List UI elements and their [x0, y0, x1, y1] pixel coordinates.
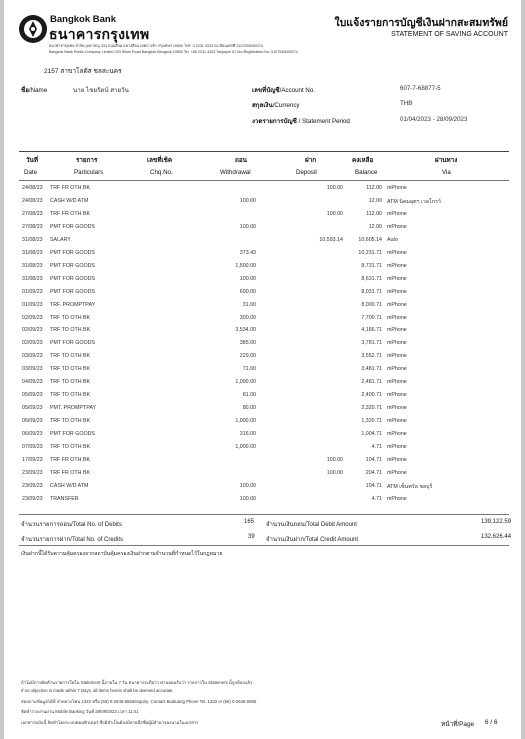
tx-particulars: TRF FR OTH BK [50, 456, 91, 463]
col-withdrawal-th: ถอน [235, 157, 247, 164]
table-row [4, 183, 521, 195]
tx-particulars: TRF TO OTH BK [50, 392, 91, 399]
footer-inquiry: สอบถามข้อมูลได้ที่ บัวหลวงโฟน 1333 หรือ (66) 0-2645-5555/Inquiry: Contact Bualuang Phone Tel. 1333 or (66) 0-2645-5555 [21, 699, 257, 704]
col-chq-th: เลขที่เช็ค [147, 157, 173, 164]
table-row [4, 403, 521, 415]
tx-withdrawal: 1,000.00 [235, 379, 256, 386]
tx-date: 02/09/23 [22, 314, 43, 321]
total-credits-count: 39 [248, 534, 255, 540]
tx-particulars: TRF TO OTH BK [50, 418, 91, 425]
total-debits-count: 165 [244, 519, 255, 525]
table-row [4, 261, 521, 273]
tx-balance: 112.00 [366, 185, 382, 191]
tx-balance: 104.71 [365, 482, 382, 489]
tx-withdrawal: 600.00 [239, 288, 256, 295]
tx-withdrawal: 1,000.00 [235, 444, 256, 450]
tx-via: mPhone [387, 444, 407, 450]
footer-objection-en: If no objection is made within 7 Days, all items herein shall be deemed accurate. [21, 688, 174, 693]
col-via-en: Via [442, 169, 451, 176]
account-no-label: เลขที่บัญชี/Account No. [252, 87, 316, 94]
bank-logo-icon [18, 14, 48, 44]
table-row [4, 325, 521, 337]
tx-via: mPhone [387, 366, 407, 373]
table-row [4, 377, 521, 389]
tx-withdrawal: 31.00 [242, 301, 256, 308]
tx-via: mPhone [387, 469, 407, 476]
tx-balance: 8,000.71 [361, 301, 382, 308]
total-credit-amount: 132,626.44 [481, 534, 512, 540]
table-row [4, 338, 521, 350]
tx-date: 27/08/23 [22, 223, 43, 230]
col-balance-th: คงเหลือ [352, 157, 374, 164]
tx-via: mPhone [387, 249, 407, 256]
tx-particulars: PMT FOR GOODS [50, 340, 95, 347]
total-debit-amount-label: จำนวนเงินถอน/Total Debit Amount [266, 522, 357, 528]
tx-date: 27/08/23 [22, 210, 43, 217]
tx-particulars: TRF TO OTH BK [50, 444, 91, 450]
table-row [4, 429, 521, 441]
total-debits-label: จำนวนรายการถอน/Total No. of Debits [21, 522, 122, 528]
tx-balance: 10,605.14 [358, 236, 382, 243]
tx-withdrawal: 316.00 [239, 431, 256, 438]
tx-particulars: TRF FR OTH BK [50, 185, 91, 191]
table-row [4, 222, 521, 234]
tx-deposit: 100.00 [326, 456, 343, 463]
tx-date: 03/09/23 [22, 366, 43, 373]
tx-withdrawal: 229.00 [239, 353, 256, 360]
tx-date: 24/08/23 [22, 197, 43, 204]
table-row [4, 468, 521, 480]
tx-particulars: TRF TO OTH BK [50, 327, 91, 334]
tx-withdrawal: 300.00 [239, 314, 256, 321]
table-row [4, 196, 521, 208]
tx-balance: 12.00 [368, 197, 382, 204]
tx-withdrawal: 1,500.00 [235, 262, 256, 269]
tx-via: mPhone [387, 379, 407, 386]
totals-bottom-rule [19, 545, 509, 546]
tx-via: mPhone [387, 392, 407, 399]
tx-deposit: 100.00 [326, 185, 343, 191]
tx-date: 02/09/23 [22, 327, 43, 334]
col-particulars-th: รายการ [76, 157, 98, 164]
tx-particulars: PMT FOR GOODS [50, 262, 95, 269]
tx-date: 17/09/23 [22, 456, 43, 463]
tx-balance: 1,320.71 [361, 418, 382, 425]
col-balance-en: Balance [355, 169, 378, 176]
table-header-rule [19, 180, 509, 181]
tx-withdrawal: 100.00 [239, 482, 256, 489]
total-credit-amount-label: จำนวนเงินฝาก/Total Credit Amount [266, 537, 359, 543]
deposit-protection-note: เงินฝากนี้ได้รับความคุ้มครองจากสถาบันคุ้มครองเงินฝากตามจำนวนที่กำหนดไว้ในกฎหมาย [21, 551, 223, 557]
tx-balance: 8,631.71 [361, 275, 382, 282]
tx-via: mPhone [387, 495, 407, 502]
tx-balance: 112.00 [366, 210, 382, 217]
tx-via: mPhone [387, 431, 407, 438]
tx-date: 31/08/23 [22, 262, 43, 269]
tx-withdrawal: 100.00 [239, 223, 256, 230]
currency-value: THB [400, 100, 413, 107]
tx-date: 01/09/23 [22, 288, 43, 295]
tx-balance: 10,231.71 [358, 249, 382, 256]
tx-particulars: PMT FOR GOODS [50, 288, 95, 295]
tx-balance: 4.71 [371, 444, 382, 450]
tx-via: Auto [387, 236, 398, 243]
tx-via: mPhone [387, 418, 407, 425]
table-row [4, 494, 521, 506]
period-label: งวดรายการบัญชี / Statement Period [252, 118, 350, 125]
tx-balance: 12.00 [368, 223, 382, 230]
tx-balance: 2,320.71 [361, 405, 382, 412]
name-label: ชื่อ/Name [21, 87, 48, 94]
total-debit-amount: 139,122.59 [481, 519, 512, 525]
statement-title-en: STATEMENT OF SAVING ACCOUNT [391, 31, 508, 38]
tx-via: mPhone [387, 340, 407, 347]
table-row [4, 209, 521, 221]
tx-date: 06/09/23 [22, 431, 43, 438]
tx-withdrawal: 385.00 [239, 340, 256, 347]
tx-date: 23/09/23 [22, 482, 43, 489]
tx-balance: 7,700.71 [361, 314, 382, 321]
tx-via: ATM เซ็นทรัล ชลบุรี [387, 483, 433, 490]
currency-label: สกุลเงิน/Currency [252, 102, 300, 109]
col-chq-en: Chq.No. [150, 169, 173, 176]
page-label: หน้าที่/Page [441, 721, 475, 728]
table-row [4, 390, 521, 402]
tx-particulars: TRF FR OTH BK [50, 210, 91, 217]
tx-particulars: PMT FOR GOODS [50, 223, 95, 230]
statement-page [4, 0, 521, 739]
tx-balance: 1,004.71 [361, 431, 382, 438]
tx-date: 04/09/23 [22, 379, 43, 386]
col-withdrawal-en: Withdrawal [220, 169, 251, 176]
tx-particulars: TRANSFER [50, 495, 79, 502]
table-row [4, 364, 521, 376]
col-date-en: Date [24, 169, 38, 176]
bank-address-en: Bangkok Bank Public Company Limited 333 Silom Road Bangkok Bangkok 10500 Tel. +66 2231 4333 Taxpayer ID No./Registration No. 0107536000374 [49, 50, 298, 54]
tx-balance: 104.71 [365, 456, 382, 463]
table-row [4, 481, 521, 493]
table-row [4, 455, 521, 467]
tx-particulars: PMT FOR GOODS [50, 249, 95, 256]
tx-particulars: TRF TO OTH BK [50, 366, 91, 373]
tx-via: mPhone [387, 327, 407, 334]
total-credits-label: จำนวนรายการฝาก/Total No. of Credits [21, 537, 123, 543]
tx-particulars: CASH W/D ATM [50, 197, 89, 204]
table-top-rule [19, 151, 509, 152]
tx-date: 24/08/23 [22, 185, 43, 191]
page-number: 6 / 6 [485, 719, 498, 726]
tx-particulars: PMT FOR GOODS [50, 431, 95, 438]
tx-particulars: SALARY [50, 236, 71, 243]
tx-via: mPhone [387, 262, 407, 269]
tx-withdrawal: 1,000.00 [235, 418, 256, 425]
tx-via: mPhone [387, 275, 407, 282]
bank-name-th: ธนาคารกรุงเทพ [49, 26, 150, 42]
tx-balance: 8,731.71 [361, 262, 382, 269]
tx-deposit: 100.00 [326, 469, 343, 476]
col-deposit-en: Deposit [296, 169, 317, 176]
tx-via: mPhone [387, 456, 407, 463]
tx-particulars: TRF FR OTH BK [50, 469, 91, 476]
table-row [4, 274, 521, 286]
tx-via: mPhone [387, 223, 407, 230]
tx-balance: 3,781.71 [361, 340, 382, 347]
tx-balance: 2,400.71 [361, 392, 382, 399]
tx-particulars: TRF. PROMPTPAY [50, 301, 96, 308]
tx-balance: 3,481.71 [361, 366, 382, 373]
period-value: 01/04/2023 - 28/09/2023 [400, 116, 468, 123]
footer-computer-generated: เอกสารฉบับนี้ จัดทำโดยระบบคอมพิวเตอร์ ซึ่งมิจำเป็นต้องมีลายมือชื่อผู้มีอำนาจลงนามในเอกสาร [21, 720, 199, 725]
table-row [4, 287, 521, 299]
branch-name: 2157 สาขาโลตัส ชลสะนคร [44, 68, 122, 75]
tx-withdrawal: 373.43 [239, 249, 256, 256]
bank-address-th: ธนาคารกรุงเทพ จำกัด (มหาชน) 333 ถนนสีลม แขวงสีลม เขตบางรัก กรุงเทพฯ 10500 โทร. 0 2231 4333 ทะเบียนเลขที่ 0107536000374 [49, 44, 263, 48]
tx-date: 31/08/23 [22, 236, 43, 243]
tx-particulars: TRF TO OTH BK [50, 379, 91, 386]
tx-withdrawal: 71.00 [242, 366, 256, 373]
tx-date: 23/09/23 [22, 495, 43, 502]
tx-via: mPhone [387, 353, 407, 360]
tx-deposit: 100.00 [326, 210, 343, 217]
tx-balance: 204.71 [365, 469, 382, 476]
tx-via: mPhone [387, 185, 407, 191]
tx-date: 05/09/23 [22, 392, 43, 399]
table-row [4, 300, 521, 312]
tx-via: mPhone [387, 210, 407, 217]
col-deposit-th: ฝาก [305, 157, 317, 164]
tx-withdrawal: 3,534.00 [235, 327, 256, 334]
tx-particulars: TRF TO OTH BK [50, 353, 91, 360]
tx-date: 03/09/23 [22, 353, 43, 360]
tx-date: 01/09/23 [22, 301, 43, 308]
tx-via: ATM นิคมอุตฯ เวลโกรว์ [387, 198, 441, 205]
tx-balance: 2,481.71 [361, 379, 382, 386]
tx-balance: 4.71 [371, 495, 382, 502]
tx-via: mPhone [387, 288, 407, 295]
tx-via: mPhone [387, 314, 407, 321]
col-via-th: ผ่านทาง [435, 157, 458, 164]
table-row [4, 442, 521, 454]
tx-date: 31/08/23 [22, 249, 43, 256]
tx-balance: 3,552.71 [361, 353, 382, 360]
footer-generated-via: จัดทำรายงานผ่าน Mobile Banking วันที่ 29/09/2023 เวลา 11:41 [21, 709, 139, 714]
tx-withdrawal: 100.00 [239, 275, 256, 282]
col-date-th: วันที่ [26, 157, 38, 164]
table-row [4, 351, 521, 363]
tx-withdrawal: 80.00 [242, 405, 256, 412]
account-no-value: 607-7-68877-5 [400, 85, 441, 92]
tx-date: 05/09/23 [22, 405, 43, 412]
tx-balance: 8,031.71 [361, 288, 382, 295]
tx-date: 31/08/23 [22, 275, 43, 282]
tx-date: 02/09/23 [22, 340, 43, 347]
tx-via: mPhone [387, 301, 407, 308]
table-row [4, 235, 521, 247]
footer-objection-th: ถ้าไม่มีการคัดค้านรายการใดใน Statement นี้ภายใน 7 วัน ธนาคารจะถือว่า ท่านยอมรับว่า รายการใน Statement นี้ถูกต้องแล้ว [21, 680, 253, 685]
tx-via: mPhone [387, 405, 407, 412]
tx-withdrawal: 81.00 [242, 392, 256, 399]
tx-particulars: PMT. PROMPTPAY [50, 405, 97, 412]
tx-date: 07/09/23 [22, 444, 43, 450]
tx-date: 23/09/23 [22, 469, 43, 476]
tx-particulars: TRF TO OTH BK [50, 314, 91, 321]
tx-balance: 4,166.71 [361, 327, 382, 334]
table-row [4, 416, 521, 428]
tx-withdrawal: 100.00 [239, 495, 256, 502]
tx-particulars: PMT FOR GOODS [50, 275, 95, 282]
account-holder-name: นาย ไชยรัตน์ สายวัน [73, 87, 129, 94]
tx-date: 06/09/23 [22, 418, 43, 425]
table-row [4, 248, 521, 260]
table-row [4, 313, 521, 325]
tx-withdrawal: 100.00 [239, 197, 256, 204]
bank-name-en: Bangkok Bank [50, 14, 116, 25]
col-particulars-en: Particulars [74, 169, 104, 176]
statement-title-th: ใบแจ้งรายการบัญชีเงินฝากสะสมทรัพย์ [334, 17, 508, 29]
tx-deposit: 10,593.14 [319, 236, 343, 243]
table-bottom-rule [19, 514, 509, 515]
tx-particulars: CASH W/D ATM [50, 482, 89, 489]
